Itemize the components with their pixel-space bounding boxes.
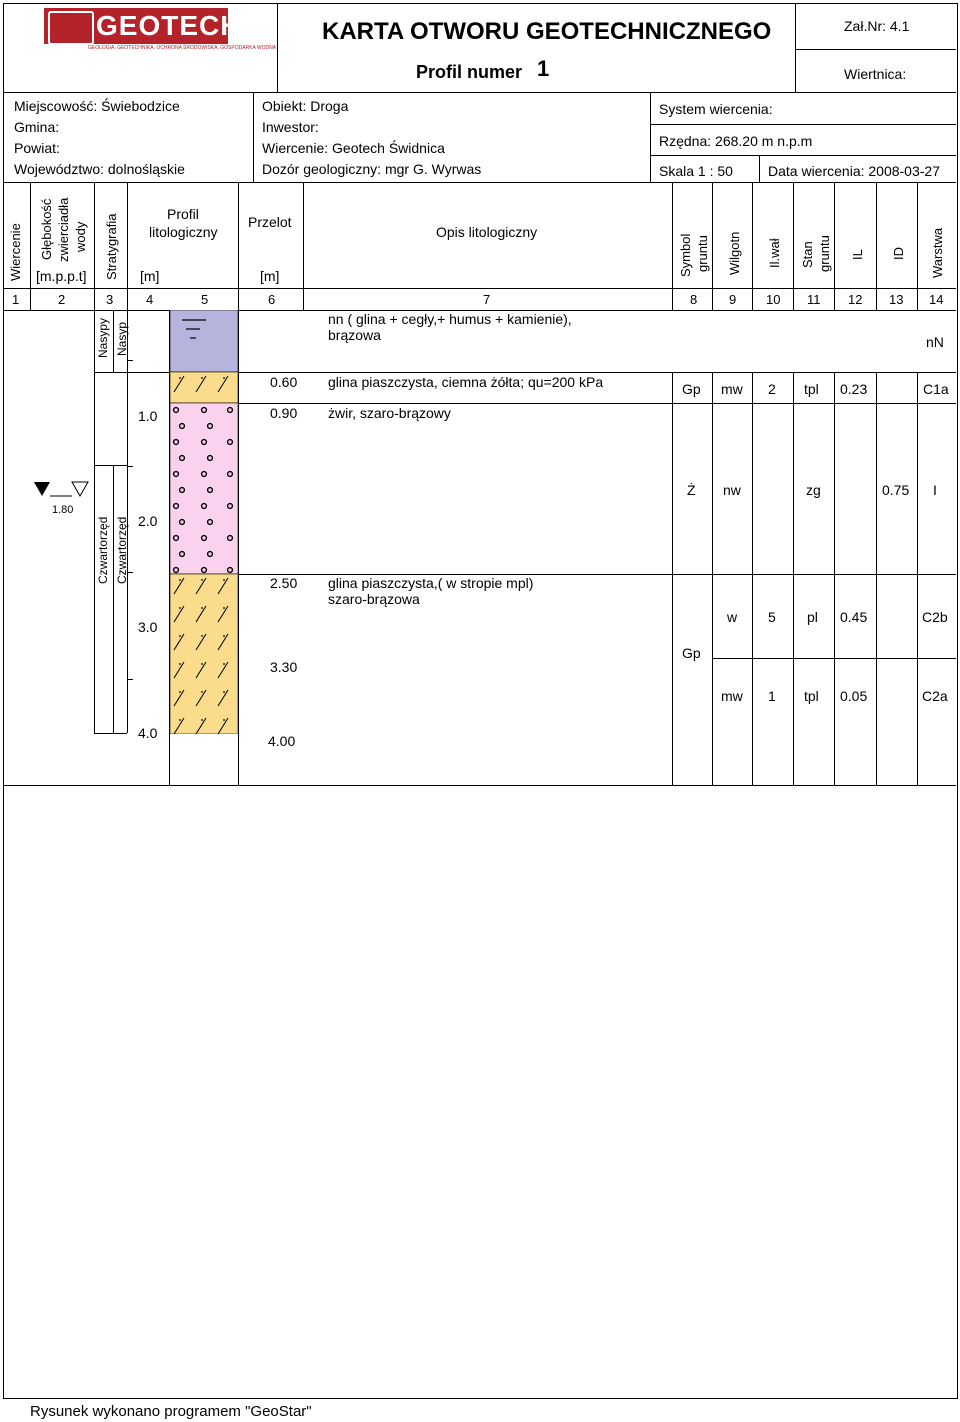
- layer-3-desc: żwir, szaro-brązowy: [328, 405, 451, 421]
- col-glebokosc-2: zwierciadła: [56, 197, 71, 262]
- document-title: KARTA OTWORU GEOTECHNICZNEGO: [322, 18, 772, 45]
- layer-4-warstwa: C2b: [922, 609, 948, 625]
- layer-3-stan: zg: [806, 482, 821, 498]
- attachment-number: Zał.Nr: 4.1: [844, 18, 910, 34]
- layer-5-wilg: mw: [721, 688, 743, 704]
- commune: Gmina:: [14, 119, 60, 135]
- voivodeship: Województwo: dolnośląskie: [14, 161, 185, 177]
- layer-4-wilg: w: [727, 609, 738, 625]
- locality: Miejscowość: Świebodzice: [14, 98, 180, 114]
- footer-note: Rysunek wykonano programem "GeoStar": [30, 1403, 312, 1420]
- layer-1-desc: nn ( glina + cegły,+ humus + kamienie),: [328, 311, 572, 327]
- object: Obiekt: Droga: [262, 98, 349, 114]
- col-stan-1: Stan: [800, 241, 815, 268]
- col-glebokosc-3: wody: [73, 221, 88, 252]
- col-symbol-2: gruntu: [695, 235, 710, 272]
- strat-czwartorzed-2: Czwartorzęd: [115, 516, 129, 584]
- lithology-profile: [170, 310, 238, 734]
- col-number: 7: [483, 292, 491, 307]
- col-id: ID: [891, 247, 906, 260]
- layer-3-przelot: 0.90: [270, 405, 298, 421]
- clay-layer-2: [170, 574, 238, 734]
- depth-tick-label: 3.0: [138, 619, 158, 635]
- col-number: 11: [807, 292, 821, 307]
- col-symbol-1: Symbol: [678, 233, 693, 277]
- layer-2-stan: tpl: [804, 381, 819, 397]
- layer-5-warstwa: C2a: [922, 688, 948, 704]
- col-number: 10: [766, 292, 781, 307]
- col-warstwa: Warstwa: [930, 227, 945, 278]
- col-opis: Opis litologiczny: [436, 224, 538, 240]
- scale: Skala 1 : 50: [659, 163, 733, 179]
- layer-1-warstwa: nN: [926, 334, 944, 350]
- layer-1-desc-2: brązowa: [328, 327, 381, 343]
- layer-5-przelot: 3.30: [270, 659, 298, 675]
- end-depth: 4.00: [268, 733, 296, 749]
- elevation: Rzędna: 268.20 m n.p.m: [659, 133, 813, 149]
- col-glebokosc-unit: [m.p.p.t]: [36, 268, 87, 284]
- col-number: 14: [929, 292, 944, 307]
- district: Powiat:: [14, 140, 60, 156]
- layer-2-symbol: Gp: [682, 381, 701, 397]
- depth-tick-label: 4.0: [138, 725, 158, 741]
- drilling-company: Wiercenie: Geotech Świdnica: [262, 140, 445, 156]
- layer-2-il: 0.23: [840, 381, 868, 397]
- profile-label: Profil numer: [416, 62, 523, 82]
- col-profil-unit: [m]: [140, 268, 160, 284]
- layer-5-stan: tpl: [804, 688, 819, 704]
- drilling-rig: Wiertnica:: [844, 66, 907, 82]
- layer-5-il: 0.05: [840, 688, 868, 704]
- strat-nasyp: Nasyp: [115, 321, 129, 356]
- col-przelot: Przelot: [248, 214, 292, 230]
- layer-3-symbol: Ż: [687, 482, 696, 498]
- col-wiercenie: Wiercenie: [8, 223, 23, 281]
- layer-2-przelot: 0.60: [270, 374, 298, 390]
- logo-tagline: GEOLOGIA, GEOTECHNIKA, OCHRONA ŚRODOWISKA, GOSPODARKA WODNA: [88, 45, 277, 51]
- fill-layer: [170, 310, 238, 372]
- layer-5-ilwal: 1: [768, 688, 776, 704]
- investor: Inwestor:: [262, 119, 319, 135]
- col-number: 12: [848, 292, 863, 307]
- col-glebokosc-1: Głębokość: [39, 198, 54, 260]
- layer-4-symbol: Gp: [682, 645, 701, 661]
- col-number: 3: [106, 292, 114, 307]
- strat-czwartorzed-1: Czwartorzęd: [96, 516, 110, 584]
- layer-2-warstwa: C1a: [923, 381, 949, 397]
- col-number: 13: [889, 292, 904, 307]
- strat-nasypy: Nasypy: [96, 317, 110, 358]
- col-wilgotn: Wilgotn: [727, 231, 742, 275]
- col-number: 2: [58, 292, 66, 307]
- col-il: IL: [850, 249, 865, 260]
- col-number: 4: [146, 292, 154, 307]
- layer-4-desc-2: szaro-brązowa: [328, 591, 420, 607]
- geologist: Dozór geologiczny: mgr G. Wyrwas: [262, 161, 482, 177]
- layer-4-desc: glina piaszczysta,( w stropie mpl): [328, 575, 534, 591]
- col-number: 6: [268, 292, 276, 307]
- profile-number: 1: [537, 56, 550, 81]
- groundwater-icon: [30, 478, 94, 500]
- layer-3-id: 0.75: [882, 482, 910, 498]
- col-ilwal: Il.wał: [767, 238, 782, 268]
- layer-2-ilwal: 2: [768, 381, 776, 397]
- col-stan-2: gruntu: [817, 235, 832, 272]
- depth-tick-label: 2.0: [138, 513, 158, 529]
- col-stratygrafia: Stratygrafia: [104, 213, 119, 280]
- layer-3-wilg: nw: [723, 482, 741, 498]
- globe-icon: [48, 11, 94, 45]
- layer-3-warstwa: I: [933, 482, 937, 498]
- drilling-system: System wiercenia:: [659, 101, 773, 117]
- layer-4-il: 0.45: [840, 609, 868, 625]
- col-profil-2: litologiczny: [149, 224, 218, 240]
- depth-tick-label: 1.0: [138, 408, 158, 424]
- geotech-logo: [42, 8, 277, 52]
- layer-2-desc: glina piaszczysta, ciemna żółta; qu=200 kPa: [328, 374, 604, 390]
- layer-4-przelot: 2.50: [270, 575, 298, 591]
- layer-2-wilg: mw: [721, 381, 743, 397]
- col-number: 9: [729, 292, 737, 307]
- layer-4-stan: pl: [807, 609, 818, 625]
- drilling-date: Data wiercenia: 2008-03-27: [768, 163, 940, 179]
- col-profil-1: Profil: [167, 206, 199, 222]
- logo-text: GEOTECH: [96, 10, 242, 41]
- layer-4-ilwal: 5: [768, 609, 776, 625]
- col-przelot-unit: [m]: [260, 268, 280, 284]
- col-number: 8: [690, 292, 698, 307]
- col-number: 1: [12, 292, 20, 307]
- water-depth: 1.80: [52, 504, 74, 516]
- col-number: 5: [201, 292, 209, 307]
